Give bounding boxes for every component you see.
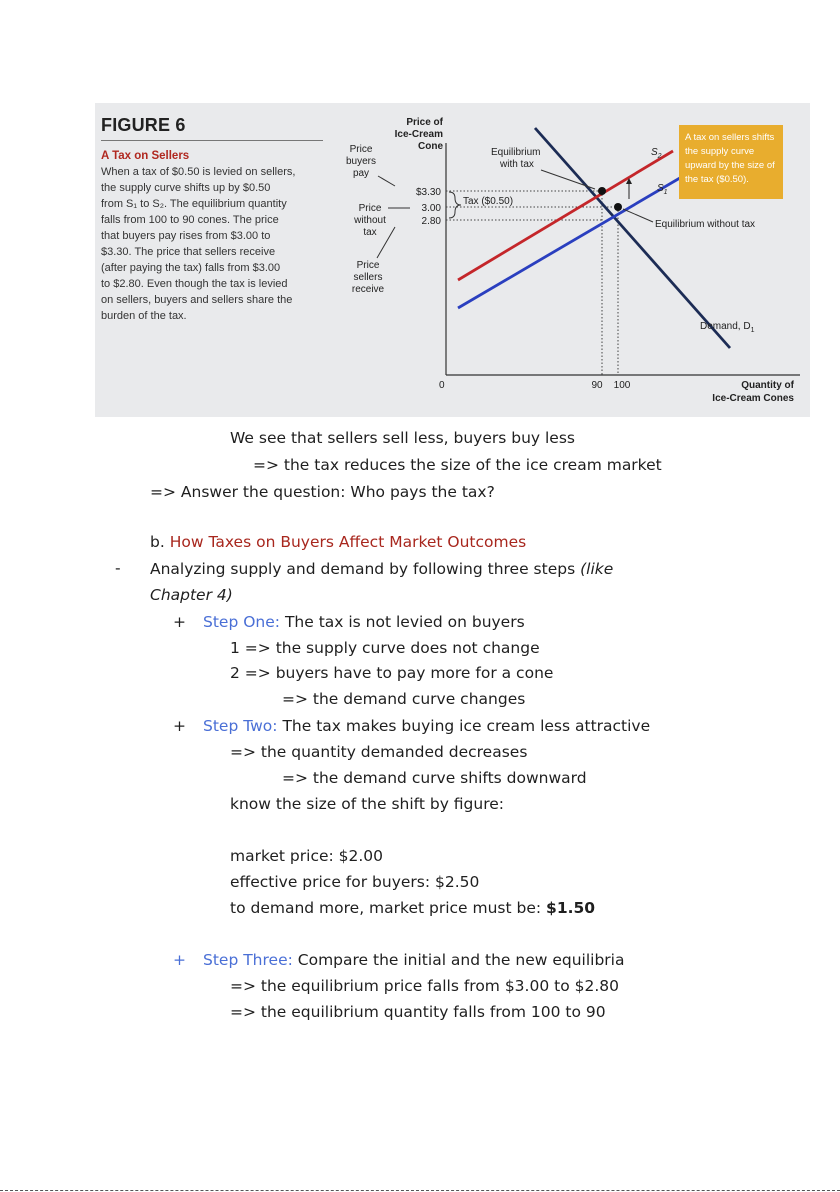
bullet-dash: - (115, 559, 121, 577)
eq-with-tax-pointer (541, 170, 595, 189)
tax-note-line: upward by the size of (685, 160, 775, 171)
x-axis-label-1: Quantity of (741, 380, 794, 391)
s1-label: $S_1$ (657, 183, 668, 196)
buyers-pay-label-3: pay (352, 168, 370, 179)
caption-line: When a tax of $0.50 is levied on sellers, (101, 166, 296, 178)
equilibrium-with-tax-point (598, 187, 606, 195)
sellers-receive-label-2: sellers (353, 272, 383, 283)
series-s1 (458, 175, 685, 308)
caption-line: burden of the tax. (101, 310, 187, 322)
demand-label: Demand, $D_1$ (700, 321, 755, 334)
step-two-text: The tax makes buying ice cream less attractive (277, 717, 651, 735)
note-line: We see that sellers sell less, buyers buy less (230, 429, 575, 447)
section-heading (150, 532, 526, 552)
figure-panel (95, 103, 810, 417)
supply-demand-chart (95, 103, 810, 417)
eq-no-tax-label: Equilibrium without tax (655, 219, 756, 230)
note-line: know the size of the shift by figure: (230, 795, 505, 813)
plus-marker: + (173, 717, 186, 735)
y-axis-label-3: Cone (418, 141, 443, 152)
note-line: => the tax reduces the size of the ice cream market (253, 456, 662, 474)
caption-line: $3.30. The price that sellers receive (101, 246, 276, 258)
sellers-receive-pointer (377, 227, 395, 258)
without-tax-label-2: without (354, 215, 386, 226)
figure-subtitle: A Tax on Sellers (101, 150, 190, 162)
analyze-italic: (like (580, 560, 614, 578)
tax-bracket (449, 192, 461, 218)
note-line (150, 559, 613, 579)
x-tick-label: 90 (591, 380, 603, 391)
equilibrium-without-tax-point (614, 203, 622, 211)
market-price-text: to demand more, market price must be: (230, 899, 547, 917)
step-one-line (173, 612, 525, 632)
eq-no-tax-pointer (623, 209, 653, 222)
figure-title: FIGURE 6 (101, 115, 323, 141)
section-title: How Taxes on Buyers Affect Market Outcomes (169, 533, 527, 551)
note-line: => the equilibrium price falls from $3.00 to $2.80 (230, 977, 619, 995)
note-line: Chapter 4) (150, 586, 233, 604)
y-tick-label: 2.80 (421, 216, 441, 227)
series-s2 (458, 151, 673, 280)
market-price-value: $1.50 (546, 899, 596, 917)
caption-line: to $2.80. Even though the tax is levied (101, 278, 288, 290)
x-tick-label: 100 (613, 380, 631, 391)
note-line: => the quantity demanded decreases (230, 743, 528, 761)
s2-label: $S_2$ (651, 147, 662, 160)
step-one-label: Step One: (203, 613, 281, 631)
plus-marker: + (173, 613, 186, 631)
tax-note-line: the supply curve (685, 146, 755, 157)
caption-line: that buyers pay rises from $3.00 to (101, 230, 271, 242)
without-tax-label-1: Price (358, 203, 382, 214)
tax-note-line: A tax on sellers shifts (685, 132, 775, 143)
note-line: => Answer the question: Who pays the tax? (150, 483, 495, 501)
step-two-label: Step Two: (203, 717, 278, 735)
plus-marker: + (173, 951, 186, 969)
origin-label: 0 (439, 380, 445, 391)
note-line: 1 => the supply curve does not change (230, 639, 540, 657)
eq-with-tax-label-1: Equilibrium (491, 147, 541, 158)
without-tax-label-3: tax (363, 227, 377, 238)
note-line: => the demand curve changes (282, 690, 526, 708)
caption-line: on sellers, buyers and sellers share the (101, 294, 293, 306)
x-axis-label-2: Ice-Cream Cones (712, 393, 794, 404)
y-tick-label: $3.30 (415, 187, 441, 198)
section-prefix: b. (150, 533, 170, 551)
buyers-pay-label-1: Price (349, 144, 373, 155)
y-axis-label-2: Ice-Cream (394, 129, 443, 140)
caption-line: from S₁ to S₂. The equilibrium quantity (101, 198, 287, 210)
step-three-text: Compare the initial and the new equilibria (292, 951, 625, 969)
caption-line: falls from 100 to 90 cones. The price (101, 214, 279, 226)
note-line: 2 => buyers have to pay more for a cone (230, 664, 554, 682)
buyers-pay-label-2: buyers (345, 156, 377, 167)
buyers-pay-pointer (378, 176, 395, 186)
caption-line: (after paying the tax) falls from $3.00 (101, 262, 281, 274)
note-line: effective price for buyers: $2.50 (230, 873, 480, 891)
sellers-receive-label-1: Price (356, 260, 380, 271)
note-line: market price: $2.00 (230, 847, 384, 865)
tax-bracket-label: Tax ($0.50) (463, 196, 514, 207)
step-three-line (173, 950, 624, 970)
note-line: => the demand curve shifts downward (282, 769, 587, 787)
note-line: => the equilibrium quantity falls from 100 to 90 (230, 1003, 606, 1021)
y-tick-label: 3.00 (421, 203, 441, 214)
tax-note-line: the tax ($0.50). (685, 174, 749, 185)
note-line (230, 898, 595, 918)
step-three-label: Step Three: (203, 951, 293, 969)
analyze-text: Analyzing supply and demand by following three steps (150, 560, 581, 578)
step-two-line (173, 716, 650, 736)
sellers-receive-label-3: receive (351, 284, 385, 295)
eq-with-tax-label-2: with tax (500, 159, 534, 170)
step-one-text: The tax is not levied on buyers (280, 613, 525, 631)
y-axis-label-1: Price of (406, 117, 443, 128)
caption-line: the supply curve shifts up by $0.50 (101, 182, 271, 194)
